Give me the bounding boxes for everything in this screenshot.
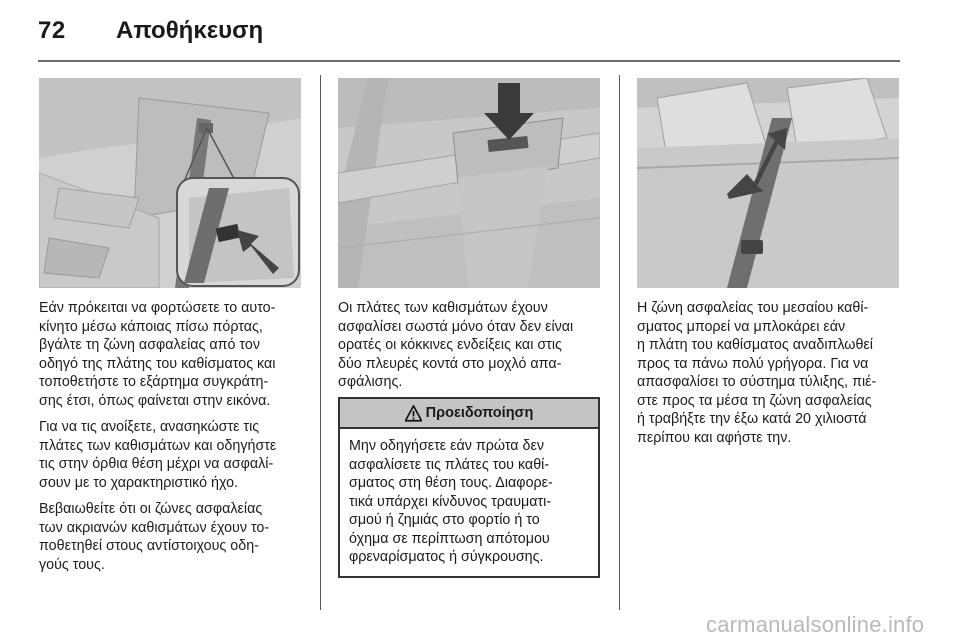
- text-line: των ακριανών καθισμάτων έχουν το-: [39, 519, 270, 536]
- warning-triangle-icon: [405, 405, 422, 422]
- middle-seatbelt-illustration: [637, 78, 899, 288]
- warning-text: [340, 429, 598, 567]
- watermark: carmanualsonline.info: [706, 612, 925, 637]
- text-line: περίπου και αφήστε την.: [637, 429, 792, 446]
- text-line: κίνητο μέσω κάποιας πίσω πόρτας,: [39, 318, 263, 335]
- text-line: γούς τους.: [39, 556, 105, 573]
- column-3-text: [637, 299, 937, 455]
- page-number: 72: [38, 17, 66, 44]
- text-line: σης έτσι, όπως φαίνεται στην εικόνα.: [39, 392, 271, 409]
- page-header: [38, 14, 263, 48]
- paragraph: [637, 299, 937, 447]
- seat-lock-indicator-illustration: [338, 78, 600, 288]
- text-line: όχημα σε περίπτωση απότομου: [349, 530, 550, 547]
- text-line: ορατές οι κόκκινες ενδείξεις και στις: [338, 337, 562, 353]
- warning-header: [340, 399, 598, 429]
- column-divider-right: [619, 75, 620, 610]
- text-line: σφάλισης.: [338, 374, 403, 390]
- paragraph: [338, 299, 613, 392]
- text-line: ασφαλίσετε τις πλάτες του καθί-: [349, 456, 550, 473]
- text-line: ή τραβήξτε την έξω κατά 20 χιλιοστά: [637, 411, 867, 427]
- text-line: η πλάτη του καθίσματος αναδιπλωθεί: [637, 337, 873, 353]
- column-2-text: [338, 299, 613, 400]
- text-line: τικά υπάρχει κίνδυνος τραυματι-: [349, 493, 552, 510]
- text-line: βγάλτε τη ζώνη ασφαλείας από τον: [39, 337, 260, 353]
- text-line: απασφαλίσει το σύστημα τύλιξης, πιέ-: [637, 374, 877, 390]
- text-line: φρεναρίσματος ή σύγκρουσης.: [349, 549, 544, 565]
- text-line: Οι πλάτες των καθισμάτων έχουν: [338, 300, 548, 316]
- text-line: ασφαλίσει σωστά μόνο όταν δεν είναι: [338, 318, 574, 335]
- column-divider-left: [320, 75, 321, 610]
- text-line: Η ζώνη ασφαλείας του μεσαίου καθί-: [637, 300, 869, 316]
- paragraph: [39, 500, 314, 574]
- warning-title: Προειδοποίηση: [425, 405, 534, 421]
- text-line: οδηγό της πλάτης του καθίσματος και: [39, 355, 276, 372]
- paragraph: [39, 418, 314, 492]
- paragraph: [39, 299, 314, 410]
- column-1-text: [39, 299, 314, 582]
- text-line: Μην οδηγήσετε εάν πρώτα δεν: [349, 438, 545, 454]
- text-line: σματος μπορεί να μπλοκάρει εάν: [637, 318, 846, 335]
- text-line: σματος στη θέση τους. Διαφορε-: [349, 475, 553, 491]
- page-title: Αποθήκευση: [116, 17, 264, 44]
- text-line: τοποθετήστε το εξάρτημα συγκράτη-: [39, 374, 269, 390]
- header-rule: [38, 60, 900, 62]
- text-line: πλάτες των καθισμάτων και οδηγήστε: [39, 437, 277, 454]
- warning-box: [338, 397, 600, 578]
- text-line: προς τα πάνω πολύ γρήγορα. Για να: [637, 355, 869, 372]
- text-line: σουν με το χαρακτηριστικό ήχο.: [39, 474, 239, 491]
- text-line: Για να τις ανοίξετε, ανασηκώστε τις: [39, 419, 260, 435]
- text-line: τις στην όρθια θέση μέχρι να ασφαλί-: [39, 456, 274, 472]
- text-line: σμού ή ζημιάς στο φορτίο ή το: [349, 512, 540, 528]
- text-line: Βεβαιωθείτε ότι οι ζώνες ασφαλείας: [39, 501, 263, 517]
- rear-seatbelt-hook-illustration: [39, 78, 301, 288]
- text-line: Εάν πρόκειται να φορτώσετε το αυτο-: [39, 300, 276, 316]
- text-line: στε προς τα μέσα τη ζώνη ασφαλείας: [637, 392, 872, 409]
- text-line: δύο πλευρές κοντά στο μοχλό απα-: [338, 355, 562, 372]
- text-line: ποθετηθεί στους αντίστοιχους οδη-: [39, 538, 259, 554]
